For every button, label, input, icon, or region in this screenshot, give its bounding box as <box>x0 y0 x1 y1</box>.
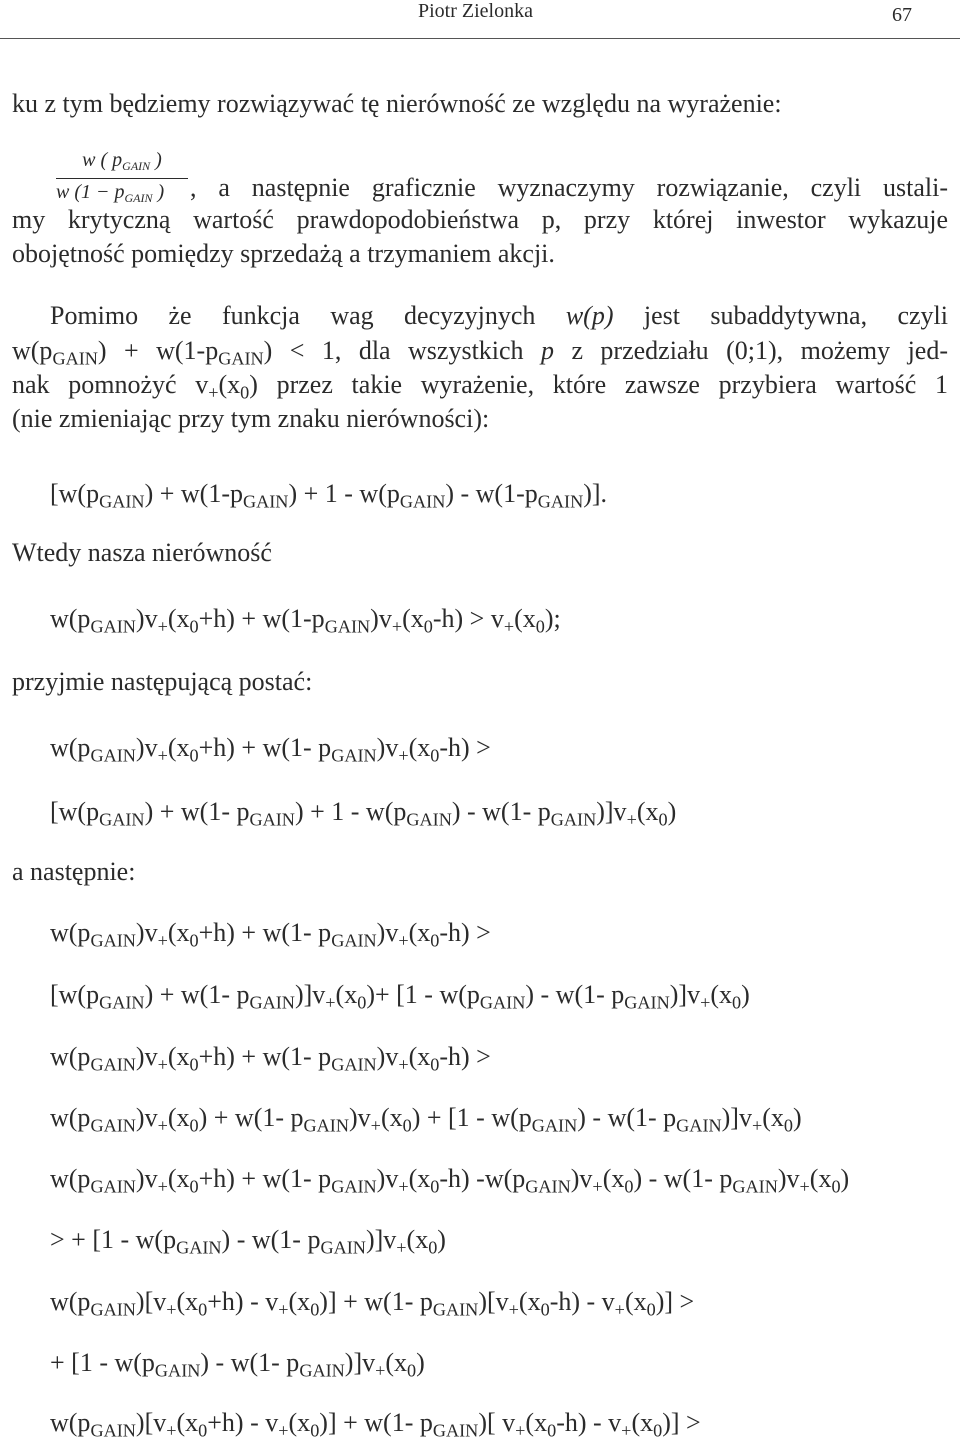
equation-text: ) + w(1-p <box>144 479 243 508</box>
equation-text: )]v <box>365 1225 397 1254</box>
equation-text: +h) + w(1- p <box>198 918 332 947</box>
equation-text: )v <box>777 1164 800 1193</box>
equation-text: )[v <box>135 1287 167 1316</box>
equation-text: (x <box>385 1348 408 1377</box>
equation-text: ) <box>840 1164 850 1193</box>
equation-text: w(p <box>50 918 91 947</box>
label-text: Wtedy nasza nierówność <box>12 538 272 567</box>
equation-text: w(p <box>50 1103 91 1132</box>
subscript: 0 <box>189 1115 199 1136</box>
subscript: + <box>700 992 711 1013</box>
equation-text: )] > <box>655 1287 695 1316</box>
equation-text: )]v <box>669 980 701 1009</box>
equation-text: )v <box>376 918 399 947</box>
subscript: + <box>157 1115 168 1136</box>
subscript: + <box>626 809 637 830</box>
equation-text: (x <box>167 733 190 762</box>
subscript: 0 <box>423 616 433 637</box>
subscript: + <box>751 1115 763 1136</box>
equation-text: (x <box>710 980 733 1009</box>
paragraph-line: $w(p_{GAIN}) + w(1-p_{GAIN}) < 1$, dla wszystkich p z przedziału (0;1), możemy jed- <box>12 336 948 369</box>
equation-text: (x <box>288 1287 311 1316</box>
equation-text: )v <box>370 604 392 633</box>
equation-text: (x <box>380 1103 403 1132</box>
equation-text: -h) > <box>439 733 491 762</box>
equation-text: w(p <box>50 1408 91 1437</box>
subscript: + <box>396 1237 407 1258</box>
equation-text: ) <box>741 980 750 1009</box>
equation-text: (x <box>167 1042 190 1071</box>
equation-text: )v <box>570 1164 593 1193</box>
subscript: GAIN <box>331 1176 377 1197</box>
subscript: + <box>375 1360 386 1381</box>
equation-text: )v <box>135 1042 158 1071</box>
subscript: GAIN <box>550 809 597 830</box>
equation-text: )] + w(1- p <box>319 1287 433 1316</box>
equation-text: )]. <box>583 479 608 508</box>
equation-text: (x <box>408 1042 431 1071</box>
equation-text: (x <box>762 1103 784 1132</box>
equation-line <box>50 915 491 958</box>
equation-text: ); <box>544 604 561 633</box>
subscript: + <box>503 616 515 637</box>
equation-text: -h) - v <box>549 1287 615 1316</box>
subscript: + <box>157 616 168 637</box>
equation-text: +h) - v <box>207 1287 279 1316</box>
subscript: GAIN <box>537 491 584 512</box>
equation-text: (x <box>624 1287 647 1316</box>
subscript: GAIN <box>624 992 670 1013</box>
equation-text: )] + w(1- p <box>319 1408 433 1437</box>
equation-text: ) - w(1- p <box>525 980 625 1009</box>
subscript: + <box>398 1054 409 1075</box>
equation-text: +h) + w(1- p <box>198 733 332 762</box>
subscript: 0 <box>831 1176 841 1197</box>
subscript: GAIN <box>176 1237 222 1258</box>
subscript: 0 <box>198 1299 208 1320</box>
subscript: 0 <box>783 1115 793 1136</box>
equation-text: (x <box>408 918 431 947</box>
equation-text: )[v <box>135 1408 167 1437</box>
equation-text: (x <box>408 733 431 762</box>
equation-text: )] > <box>662 1408 701 1437</box>
equation-text: (x <box>408 1164 431 1193</box>
equation-text: > + [1 - w(p <box>50 1225 177 1254</box>
subscript: GAIN <box>399 491 446 512</box>
label-text: przyjmie następującą postać: <box>12 667 313 696</box>
subscript: + <box>621 1420 632 1441</box>
subscript: GAIN <box>99 992 145 1013</box>
subscript: + <box>515 1420 526 1441</box>
subscript: 0 <box>646 1299 656 1320</box>
text-line: ku z tym będziemy rozwiązywać tę nierówność ze względu na wyrażenie: <box>12 89 782 118</box>
text-line: obojętność pomiędzy sprzedażą a trzymaniem akcji. <box>12 239 555 268</box>
equation-text: )v <box>135 1103 158 1132</box>
subscript: GAIN <box>90 930 136 951</box>
equation-text: +h) + w(1-p <box>198 604 325 633</box>
equation-text: [w(p <box>50 980 100 1009</box>
equation-text: (x <box>406 1225 429 1254</box>
subscript: 0 <box>624 1176 634 1197</box>
equation-text: -h) > v <box>432 604 504 633</box>
text-line: my krytyczną wartość prawdopodobieństwa p, przy której inwestor wykazuje <box>12 205 948 234</box>
subscript: + <box>398 1176 409 1197</box>
subscript: GAIN <box>242 491 289 512</box>
subscript: GAIN <box>324 616 371 637</box>
page-header <box>0 0 960 39</box>
equation-text: w(p <box>50 1287 91 1316</box>
subscript: GAIN <box>99 809 145 830</box>
subscript: + <box>370 1115 381 1136</box>
subscript: + <box>166 1299 177 1320</box>
equation-text: )]v <box>596 797 627 826</box>
equation-text: (x <box>402 604 424 633</box>
running-head-author: Piotr Zielonka <box>418 0 533 22</box>
equation-text: (x <box>525 1408 548 1437</box>
equation-text: ) + w(1- p <box>144 980 250 1009</box>
equation-text: ) + w(1- p <box>144 797 250 826</box>
equation-text: w(p <box>50 1042 91 1071</box>
equation-text: )v <box>135 604 158 633</box>
subscript: 0 <box>428 1237 438 1258</box>
subscript: GAIN <box>732 1176 778 1197</box>
equation-text: )]v <box>344 1348 376 1377</box>
subscript: + <box>166 1420 177 1441</box>
equation-text: ) + 1 - w(p <box>294 797 407 826</box>
subscript: 0 <box>653 1420 663 1441</box>
equation-text: )+ [1 - w(p <box>366 980 480 1009</box>
equation-text: (x <box>631 1408 654 1437</box>
subscript: GAIN <box>432 1299 479 1320</box>
equation-line <box>50 794 676 837</box>
equation-text: ) + [1 - w(p <box>411 1103 532 1132</box>
equation-text: w(p <box>50 604 91 633</box>
equation-text: (x <box>176 1287 199 1316</box>
subscript: 0 <box>402 1115 412 1136</box>
equation-text: )v <box>376 733 399 762</box>
equation-line <box>50 601 561 644</box>
subscript: GAIN <box>249 992 295 1013</box>
equation-text: )v <box>376 1042 399 1071</box>
subscript: + <box>592 1176 603 1197</box>
subscript: 0 <box>189 1054 199 1075</box>
subscript: GAIN <box>90 1299 136 1320</box>
paragraph-line: nak pomnożyć $v_+(x_0)$ przez takie wyrażenie, które zawsze przybiera wartość 1 <box>12 370 949 403</box>
subscript: 0 <box>732 992 742 1013</box>
equation-text: w(p <box>50 1164 91 1193</box>
subscript: GAIN <box>320 1237 366 1258</box>
subscript: 0 <box>189 745 199 766</box>
subscript: GAIN <box>154 1360 201 1381</box>
equation-text: ) <box>793 1103 802 1132</box>
subscript: GAIN <box>299 1360 345 1381</box>
subscript: 0 <box>189 616 199 637</box>
equation-text: )v <box>376 1164 399 1193</box>
subscript: 0 <box>430 1176 440 1197</box>
subscript: + <box>157 745 168 766</box>
subscript: 0 <box>310 1420 320 1441</box>
subscript: + <box>614 1299 625 1320</box>
equation-text: + [1 - w(p <box>50 1348 155 1377</box>
equation-text: (x <box>809 1164 832 1193</box>
equation-line <box>50 1100 802 1143</box>
equation-text: ) - w(1- p <box>451 797 551 826</box>
subscript: 0 <box>189 1176 199 1197</box>
equation-line <box>50 1161 849 1204</box>
subscript: + <box>398 745 409 766</box>
subscript: 0 <box>430 745 440 766</box>
subscript: + <box>398 930 409 951</box>
subscript: + <box>508 1299 519 1320</box>
subscript: + <box>278 1299 289 1320</box>
paragraph-line: Pomimo że funkcja wag decyzyjnych w(p) jest subaddytywna, czyli <box>50 301 948 330</box>
page-number: 67 <box>892 4 912 26</box>
subscript: GAIN <box>90 1420 136 1441</box>
equation-text: (x <box>167 1164 190 1193</box>
subscript: GAIN <box>90 1115 136 1136</box>
equation-text: ) - w(1-p <box>445 479 538 508</box>
equation-text: ) <box>416 1348 425 1377</box>
equation-text: ) + 1 - w(p <box>288 479 400 508</box>
subscript: GAIN <box>331 1054 377 1075</box>
subscript: GAIN <box>331 930 377 951</box>
subscript: GAIN <box>90 745 136 766</box>
subscript: 0 <box>658 809 668 830</box>
equation-text: (x <box>176 1408 199 1437</box>
equation-text: +h) - v <box>207 1408 279 1437</box>
equation-text: ) + w(1- p <box>198 1103 304 1132</box>
subscript: GAIN <box>99 491 145 512</box>
equation-text: -h) -w(p <box>439 1164 526 1193</box>
subscript: + <box>157 1054 168 1075</box>
subscript: GAIN <box>525 1176 571 1197</box>
equation-text: [w(p <box>50 797 100 826</box>
equation-text: (x <box>602 1164 625 1193</box>
fraction-denominator: w ($1 - p_{GAIN}$ ) <box>56 181 165 205</box>
subscript: 0 <box>357 992 367 1013</box>
equation-text: ) - w(1- p <box>221 1225 321 1254</box>
equation-line <box>50 1222 446 1265</box>
equation-line <box>50 730 491 773</box>
equation-text: (x <box>518 1287 541 1316</box>
subscript: GAIN <box>90 1176 136 1197</box>
subscript: 0 <box>547 1420 557 1441</box>
equation-text: -h) - v <box>556 1408 622 1437</box>
equation-text: (x <box>514 604 536 633</box>
equation-text: [w(p <box>50 479 100 508</box>
equation-text: +h) + w(1- p <box>198 1164 332 1193</box>
equation-text: ) - w(1- p <box>200 1348 300 1377</box>
equation-text: )v <box>135 733 158 762</box>
subscript: 0 <box>430 1054 440 1075</box>
label-text: a następnie: <box>12 857 136 886</box>
subscript: 0 <box>430 930 440 951</box>
equation-text: )v <box>349 1103 371 1132</box>
equation-text: +h) + w(1- p <box>198 1042 332 1071</box>
equation-text: )v <box>135 1164 158 1193</box>
subscript: + <box>799 1176 810 1197</box>
equation-text: (x <box>636 797 659 826</box>
equation-text: )[v <box>478 1287 509 1316</box>
subscript: GAIN <box>531 1115 578 1136</box>
subscript: 0 <box>540 1299 550 1320</box>
subscript: GAIN <box>479 992 526 1013</box>
paragraph-line: (nie zmieniając przy tym znaku nierówności): <box>12 404 490 433</box>
equation-line <box>50 1284 694 1327</box>
equation-text: -h) > <box>439 918 491 947</box>
fraction-numerator: w ( $p_{GAIN}$ ) <box>82 149 162 173</box>
equation-text: ) - w(1- p <box>577 1103 677 1132</box>
text-line: , a następnie graficznie wyznaczymy rozwiązanie, czyli ustali- <box>190 173 948 202</box>
equation-line <box>50 977 750 1020</box>
subscript: 0 <box>310 1299 320 1320</box>
equation-text: (x <box>167 1103 190 1132</box>
subscript: GAIN <box>249 809 295 830</box>
subscript: + <box>325 992 336 1013</box>
subscript: + <box>157 930 168 951</box>
equation-text: -h) > <box>439 1042 491 1071</box>
subscript: GAIN <box>406 809 452 830</box>
subscript: 0 <box>407 1360 417 1381</box>
equation-text: )]v <box>294 980 326 1009</box>
fraction-expression <box>56 148 188 211</box>
equation-line <box>50 1405 701 1448</box>
equation-line <box>50 1345 425 1388</box>
subscript: GAIN <box>90 1054 136 1075</box>
subscript: GAIN <box>676 1115 722 1136</box>
equation-text: (x <box>167 604 190 633</box>
equation-text: )v <box>135 918 158 947</box>
equation-text: )[ v <box>478 1408 516 1437</box>
equation-text: (x <box>167 918 190 947</box>
subscript: GAIN <box>331 745 377 766</box>
subscript: 0 <box>198 1420 208 1441</box>
subscript: 0 <box>535 616 545 637</box>
equation-text: ) <box>667 797 677 826</box>
equation-text: w(p <box>50 733 91 762</box>
equation-text: (x <box>335 980 358 1009</box>
subscript: + <box>278 1420 289 1441</box>
subscript: GAIN <box>432 1420 479 1441</box>
subscript: + <box>157 1176 168 1197</box>
equation-text: )]v <box>721 1103 752 1132</box>
subscript: GAIN <box>303 1115 349 1136</box>
subscript: + <box>391 616 403 637</box>
equation-text: ) <box>437 1225 446 1254</box>
equation-line <box>50 1039 491 1082</box>
equation-text: (x <box>288 1408 311 1437</box>
subscript: GAIN <box>90 616 136 637</box>
equation-line <box>50 476 607 519</box>
equation-text: ) - w(1- p <box>633 1164 733 1193</box>
subscript: 0 <box>189 930 199 951</box>
